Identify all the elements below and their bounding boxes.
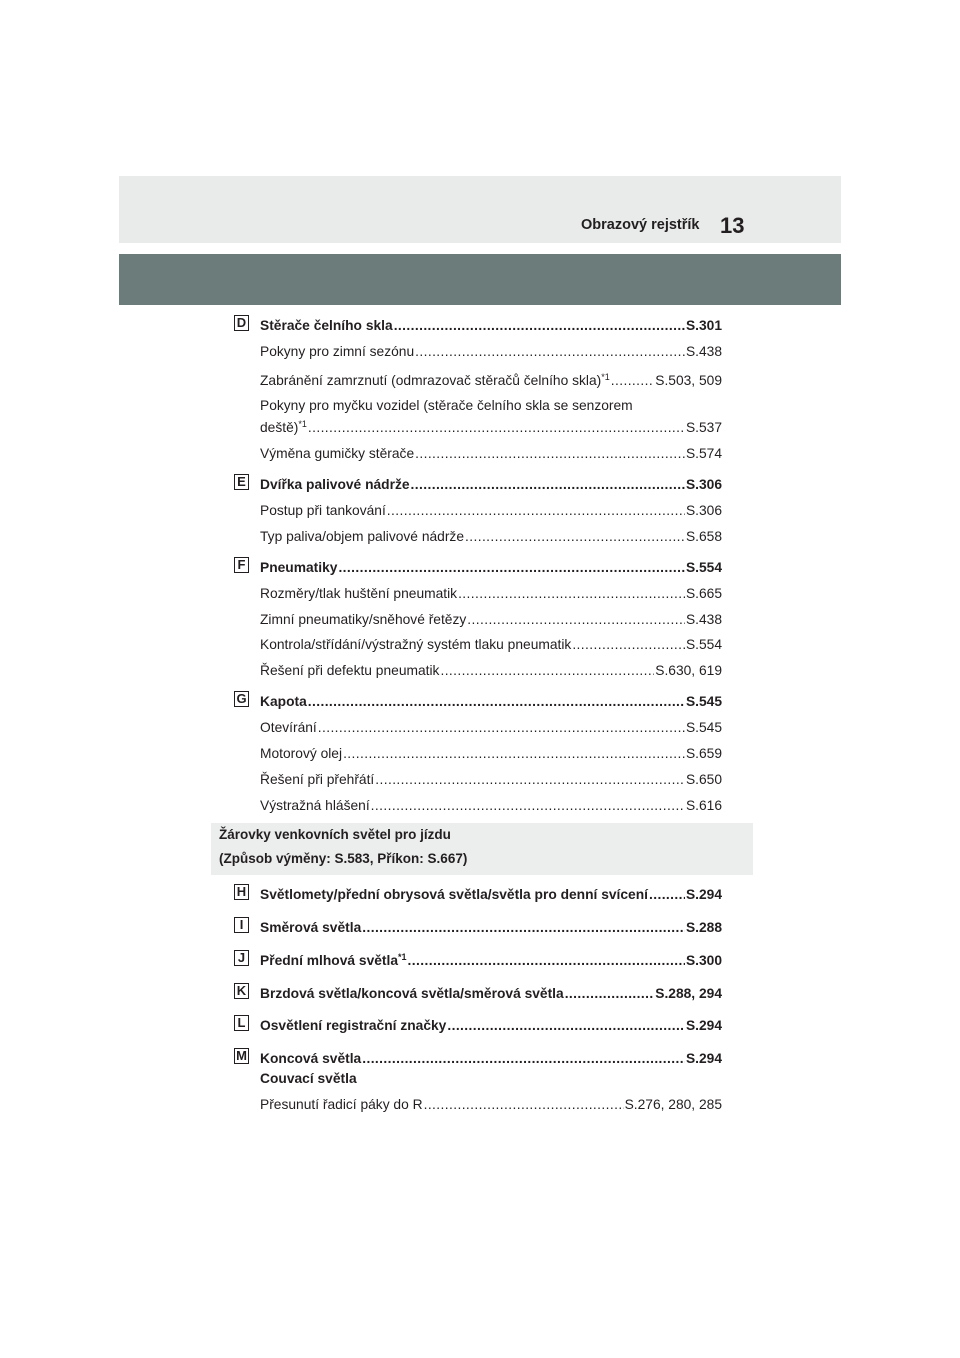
index-entry[interactable]: [260, 798, 722, 814]
index-entry[interactable]: [260, 920, 722, 936]
index-entry[interactable]: [260, 887, 722, 903]
lights-section-title: Žárovky venkovních světel pro jízdu: [219, 827, 451, 842]
index-entry[interactable]: [260, 446, 722, 462]
index-entry[interactable]: [260, 344, 722, 360]
index-entry[interactable]: [260, 477, 722, 493]
index-entry[interactable]: [260, 612, 722, 628]
entry-page: S.503, 509: [655, 373, 722, 388]
entry-page: S.545: [685, 694, 722, 709]
entry-page: S.616: [685, 798, 722, 813]
entry-label: Koncová světla: [260, 1051, 362, 1066]
letter-marker-g: G: [234, 691, 249, 707]
entry-page: S.294: [685, 1051, 722, 1066]
header-band: [119, 254, 841, 305]
footnote-mark: *1: [298, 419, 307, 429]
leader-dots: [308, 420, 685, 436]
index-entry[interactable]: [260, 663, 722, 679]
entry-label: Světlomety/přední obrysová světla/světla pro denní svícení: [260, 887, 648, 902]
leader-dots: [467, 612, 685, 628]
leader-dots: [375, 772, 685, 788]
entry-page: S.306: [685, 503, 722, 518]
leader-dots: [415, 446, 685, 462]
page-number: 13: [720, 213, 745, 238]
leader-dots: [447, 1018, 685, 1034]
index-entry[interactable]: [260, 637, 722, 653]
entry-page: S.306: [685, 477, 722, 492]
entry-label: Postup při tankování: [260, 503, 386, 518]
leader-dots: [338, 560, 684, 576]
index-entry[interactable]: [260, 529, 722, 545]
footnote-mark: *1: [398, 952, 407, 962]
entry-label: Výstražná hlášení: [260, 798, 370, 813]
entry-page: S.301: [685, 318, 722, 333]
letter-marker-i: I: [234, 917, 249, 933]
leader-dots: [572, 637, 685, 653]
leader-dots: [565, 986, 655, 1002]
leader-dots: [371, 798, 685, 814]
entry-label: Směrová světla: [260, 920, 362, 935]
index-entry[interactable]: [260, 1051, 722, 1067]
entry-page: S.630, 619: [655, 663, 722, 678]
leader-dots: [649, 887, 685, 903]
leader-dots: [458, 586, 685, 602]
index-entry[interactable]: [260, 720, 722, 736]
entry-page: S.294: [685, 1018, 722, 1033]
entry-page: S.554: [685, 637, 722, 652]
leader-dots: [343, 746, 685, 762]
entry-label: Výměna gumičky stěrače: [260, 446, 415, 461]
index-entry[interactable]: [260, 772, 722, 788]
entry-page: S.574: [685, 446, 722, 461]
entry-label: Motorový olej: [260, 746, 343, 761]
letter-marker-l: L: [234, 1015, 249, 1031]
entry-label: Pneumatiky: [260, 560, 338, 575]
leader-dots: [387, 503, 685, 519]
index-entry[interactable]: [260, 503, 722, 519]
leader-dots: [424, 1097, 624, 1113]
entry-page: S.537: [685, 420, 722, 435]
index-entry[interactable]: [260, 420, 722, 436]
entry-label: Řešení při defektu pneumatik: [260, 663, 440, 678]
entry-label: Kapota: [260, 694, 307, 709]
leader-dots: [308, 694, 685, 710]
entry-page: S.438: [685, 612, 722, 627]
entry-page: S.300: [685, 953, 722, 968]
header-title: Obrazový rejstřík: [581, 217, 700, 233]
leader-dots: [318, 720, 685, 736]
entry-label: Kontrola/střídání/výstražný systém tlaku pneumatik: [260, 637, 572, 652]
entry-label: deště): [260, 420, 299, 435]
letter-marker-j: J: [234, 950, 249, 966]
index-entry[interactable]: [260, 1097, 722, 1113]
leader-dots: [611, 373, 654, 389]
entry-label: Typ paliva/objem palivové nádrže: [260, 529, 465, 544]
entry-page: S.276, 280, 285: [624, 1097, 722, 1112]
entry-label: Řešení při přehřátí: [260, 772, 375, 787]
entry-page: S.294: [685, 887, 722, 902]
entry-label-line: Pokyny pro myčku vozidel (stěrače čelního skla se senzorem: [260, 398, 633, 413]
entry-label: Rozměry/tlak huštění pneumatik: [260, 586, 458, 601]
entry-label: Zabránění zamrznutí (odmrazovač stěračů čelního skla): [260, 373, 602, 388]
entry-label: Osvětlení registrační značky: [260, 1018, 447, 1033]
leader-dots: [362, 920, 685, 936]
entry-page: S.659: [685, 746, 722, 761]
index-subheading: Couvací světla: [260, 1071, 357, 1086]
letter-marker-d: D: [234, 315, 249, 331]
entry-label: Stěrače čelního skla: [260, 318, 393, 333]
entry-page: S.545: [685, 720, 722, 735]
entry-page: S.554: [685, 560, 722, 575]
index-entry[interactable]: [260, 318, 722, 334]
footnote-mark: *1: [601, 372, 610, 382]
entry-page: S.665: [685, 586, 722, 601]
entry-page: S.650: [685, 772, 722, 787]
entry-label: Pokyny pro zimní sezónu: [260, 344, 415, 359]
index-entry[interactable]: [260, 986, 722, 1002]
letter-marker-k: K: [234, 983, 249, 999]
letter-marker-m: M: [234, 1048, 249, 1064]
entry-page: S.288: [685, 920, 722, 935]
index-entry[interactable]: [260, 560, 722, 576]
entry-label: Přesunutí řadicí páky do R: [260, 1097, 423, 1112]
leader-dots: [394, 318, 685, 334]
entry-label: Dvířka palivové nádrže: [260, 477, 410, 492]
index-entry[interactable]: [260, 586, 722, 602]
leader-dots: [408, 953, 685, 969]
lights-section-subtitle: (Způsob výměny: S.583, Příkon: S.667): [219, 851, 468, 866]
entry-page: S.438: [685, 344, 722, 359]
leader-dots: [362, 1051, 685, 1067]
entry-page: S.288, 294: [655, 986, 722, 1001]
leader-dots: [440, 663, 654, 679]
index-entry[interactable]: [260, 746, 722, 762]
letter-marker-h: H: [234, 884, 249, 900]
letter-marker-e: E: [234, 474, 249, 490]
entry-label: Zimní pneumatiky/sněhové řetězy: [260, 612, 467, 627]
leader-dots: [415, 344, 685, 360]
leader-dots: [465, 529, 685, 545]
entry-label: Přední mlhová světla: [260, 953, 399, 968]
leader-dots: [411, 477, 685, 493]
entry-label: Brzdová světla/koncová světla/směrová světla: [260, 986, 564, 1001]
index-entry[interactable]: [260, 953, 722, 969]
entry-page: S.658: [685, 529, 722, 544]
index-entry[interactable]: [260, 373, 722, 389]
index-entry[interactable]: [260, 694, 722, 710]
letter-marker-f: F: [234, 557, 249, 573]
entry-label: Otevírání: [260, 720, 317, 735]
index-entry[interactable]: [260, 1018, 722, 1034]
